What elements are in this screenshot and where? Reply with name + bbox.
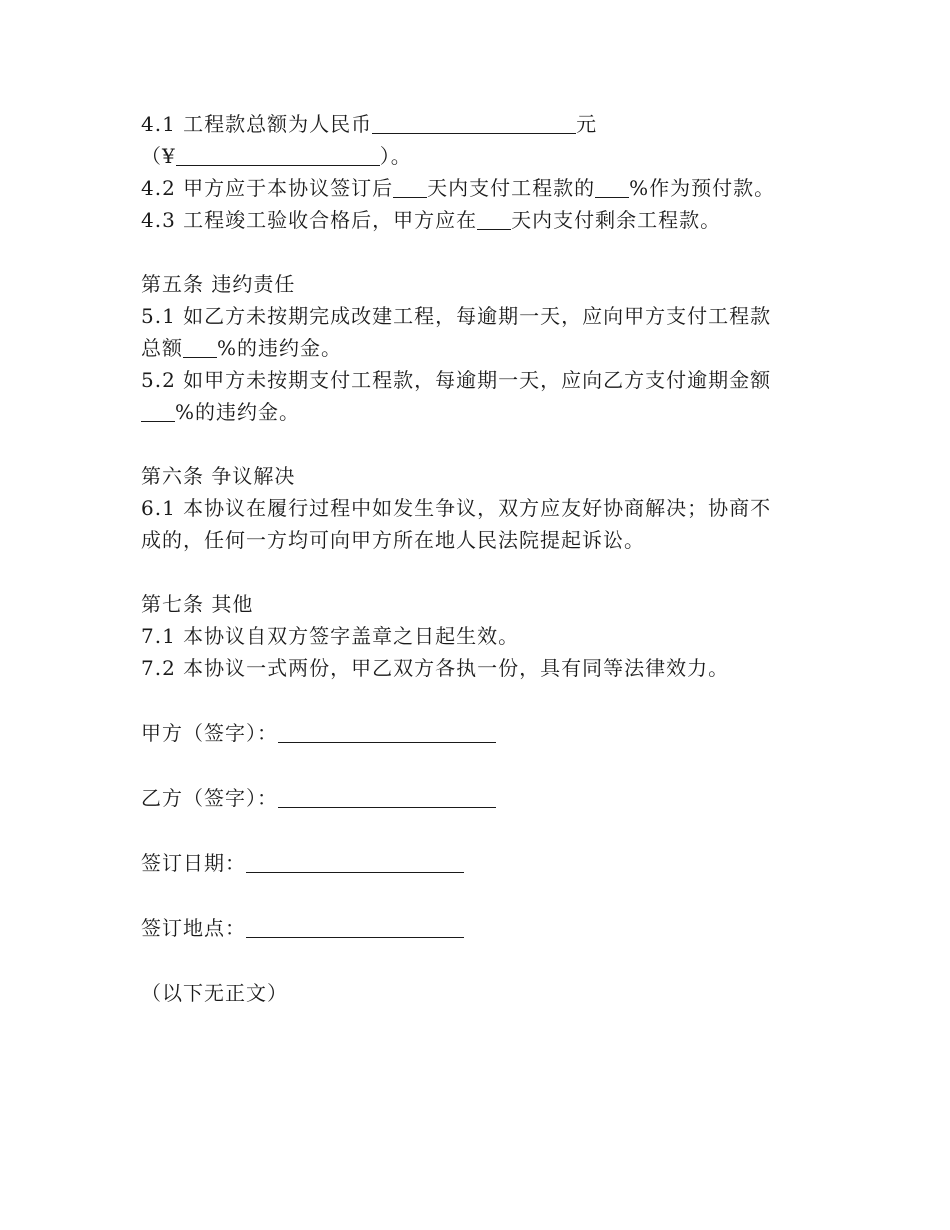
- signing-date-label: 签订日期：: [141, 851, 246, 875]
- signing-date-line[interactable]: [246, 852, 464, 873]
- clause-4-3-text-b: 天内支付剩余工程款。: [511, 208, 722, 232]
- clause-4-1-line-2: [141, 140, 801, 172]
- clause-5-1-line-1: 5.1 如乙方未按期完成改建工程，每逾期一天，应向甲方支付工程款: [141, 304, 772, 328]
- percent-blank: [183, 337, 217, 358]
- clause-6-1-line-2: 成的，任何一方均可向甲方所在地人民法院提起诉讼。: [141, 528, 645, 552]
- clause-5-1-text-b: %的违约金。: [217, 336, 343, 360]
- signing-date: [141, 847, 801, 879]
- spacer: [141, 879, 801, 912]
- end-note: （以下无正文）: [141, 981, 288, 1005]
- signing-place-line[interactable]: [246, 917, 464, 938]
- percent-blank: [141, 401, 175, 422]
- party-b-signature: [141, 782, 801, 814]
- clause-7-1: 7.1 本协议自双方签字盖章之日起生效。: [141, 624, 520, 648]
- amount-blank: [372, 113, 576, 134]
- clause-7-2: 7.2 本协议一式两份，甲乙双方各执一份，具有同等法律效力。: [141, 656, 730, 680]
- spacer: [141, 749, 801, 782]
- clause-4-3-text-a: 4.3 工程竣工验收合格后，甲方应在: [141, 208, 478, 232]
- clause-4-3: [141, 204, 801, 236]
- clause-4-2-text-a: 4.2 甲方应于本协议签订后: [141, 176, 394, 200]
- clause-5-2-text-b: %的违约金。: [175, 400, 301, 424]
- yuan-suffix: ）。: [379, 144, 412, 168]
- spacer: [141, 556, 801, 588]
- section-7-title: 第七条 其他: [141, 592, 254, 616]
- spacer: [141, 814, 801, 847]
- signing-place: [141, 912, 801, 944]
- clause-4-2-text-b: 天内支付工程款的: [427, 176, 596, 200]
- spacer: [141, 944, 801, 977]
- party-b-signature-line[interactable]: [278, 787, 496, 808]
- party-b-label: 乙方（签字）：: [141, 786, 278, 810]
- currency-unit: 元: [576, 112, 598, 136]
- amount-figure-blank: [176, 145, 380, 166]
- section-5-title: 第五条 违约责任: [141, 272, 296, 296]
- clause-6-1-line-1: 6.1 本协议在履行过程中如发生争议，双方应友好协商解决；协商不: [141, 496, 772, 520]
- days-blank: [393, 177, 427, 198]
- section-6-title: 第六条 争议解决: [141, 464, 296, 488]
- yuan-prefix: （¥: [141, 144, 176, 168]
- clause-5-2-line-1: 5.2 如甲方未按期支付工程款，每逾期一天，应向乙方支付逾期金额: [141, 368, 772, 392]
- clause-5-1-line-2: 总额 %的违约金。: [141, 336, 343, 360]
- clause-5-2-line-2: [141, 396, 801, 428]
- clause-4-2: [141, 172, 801, 204]
- party-a-signature-line[interactable]: [278, 722, 496, 743]
- party-a-signature: [141, 717, 801, 749]
- clause-4-1-text: 4.1 工程款总额为人民币: [141, 112, 373, 136]
- days-blank: [477, 209, 511, 230]
- spacer: [141, 428, 801, 460]
- clause-4-2-text-c: %作为预付款。: [629, 176, 776, 200]
- signing-place-label: 签订地点：: [141, 916, 246, 940]
- party-a-label: 甲方（签字）：: [141, 721, 278, 745]
- document-body: [141, 108, 801, 1009]
- spacer: [141, 684, 801, 717]
- percent-blank: [595, 177, 629, 198]
- spacer: [141, 236, 801, 268]
- clause-4-1-line-1: [141, 108, 801, 140]
